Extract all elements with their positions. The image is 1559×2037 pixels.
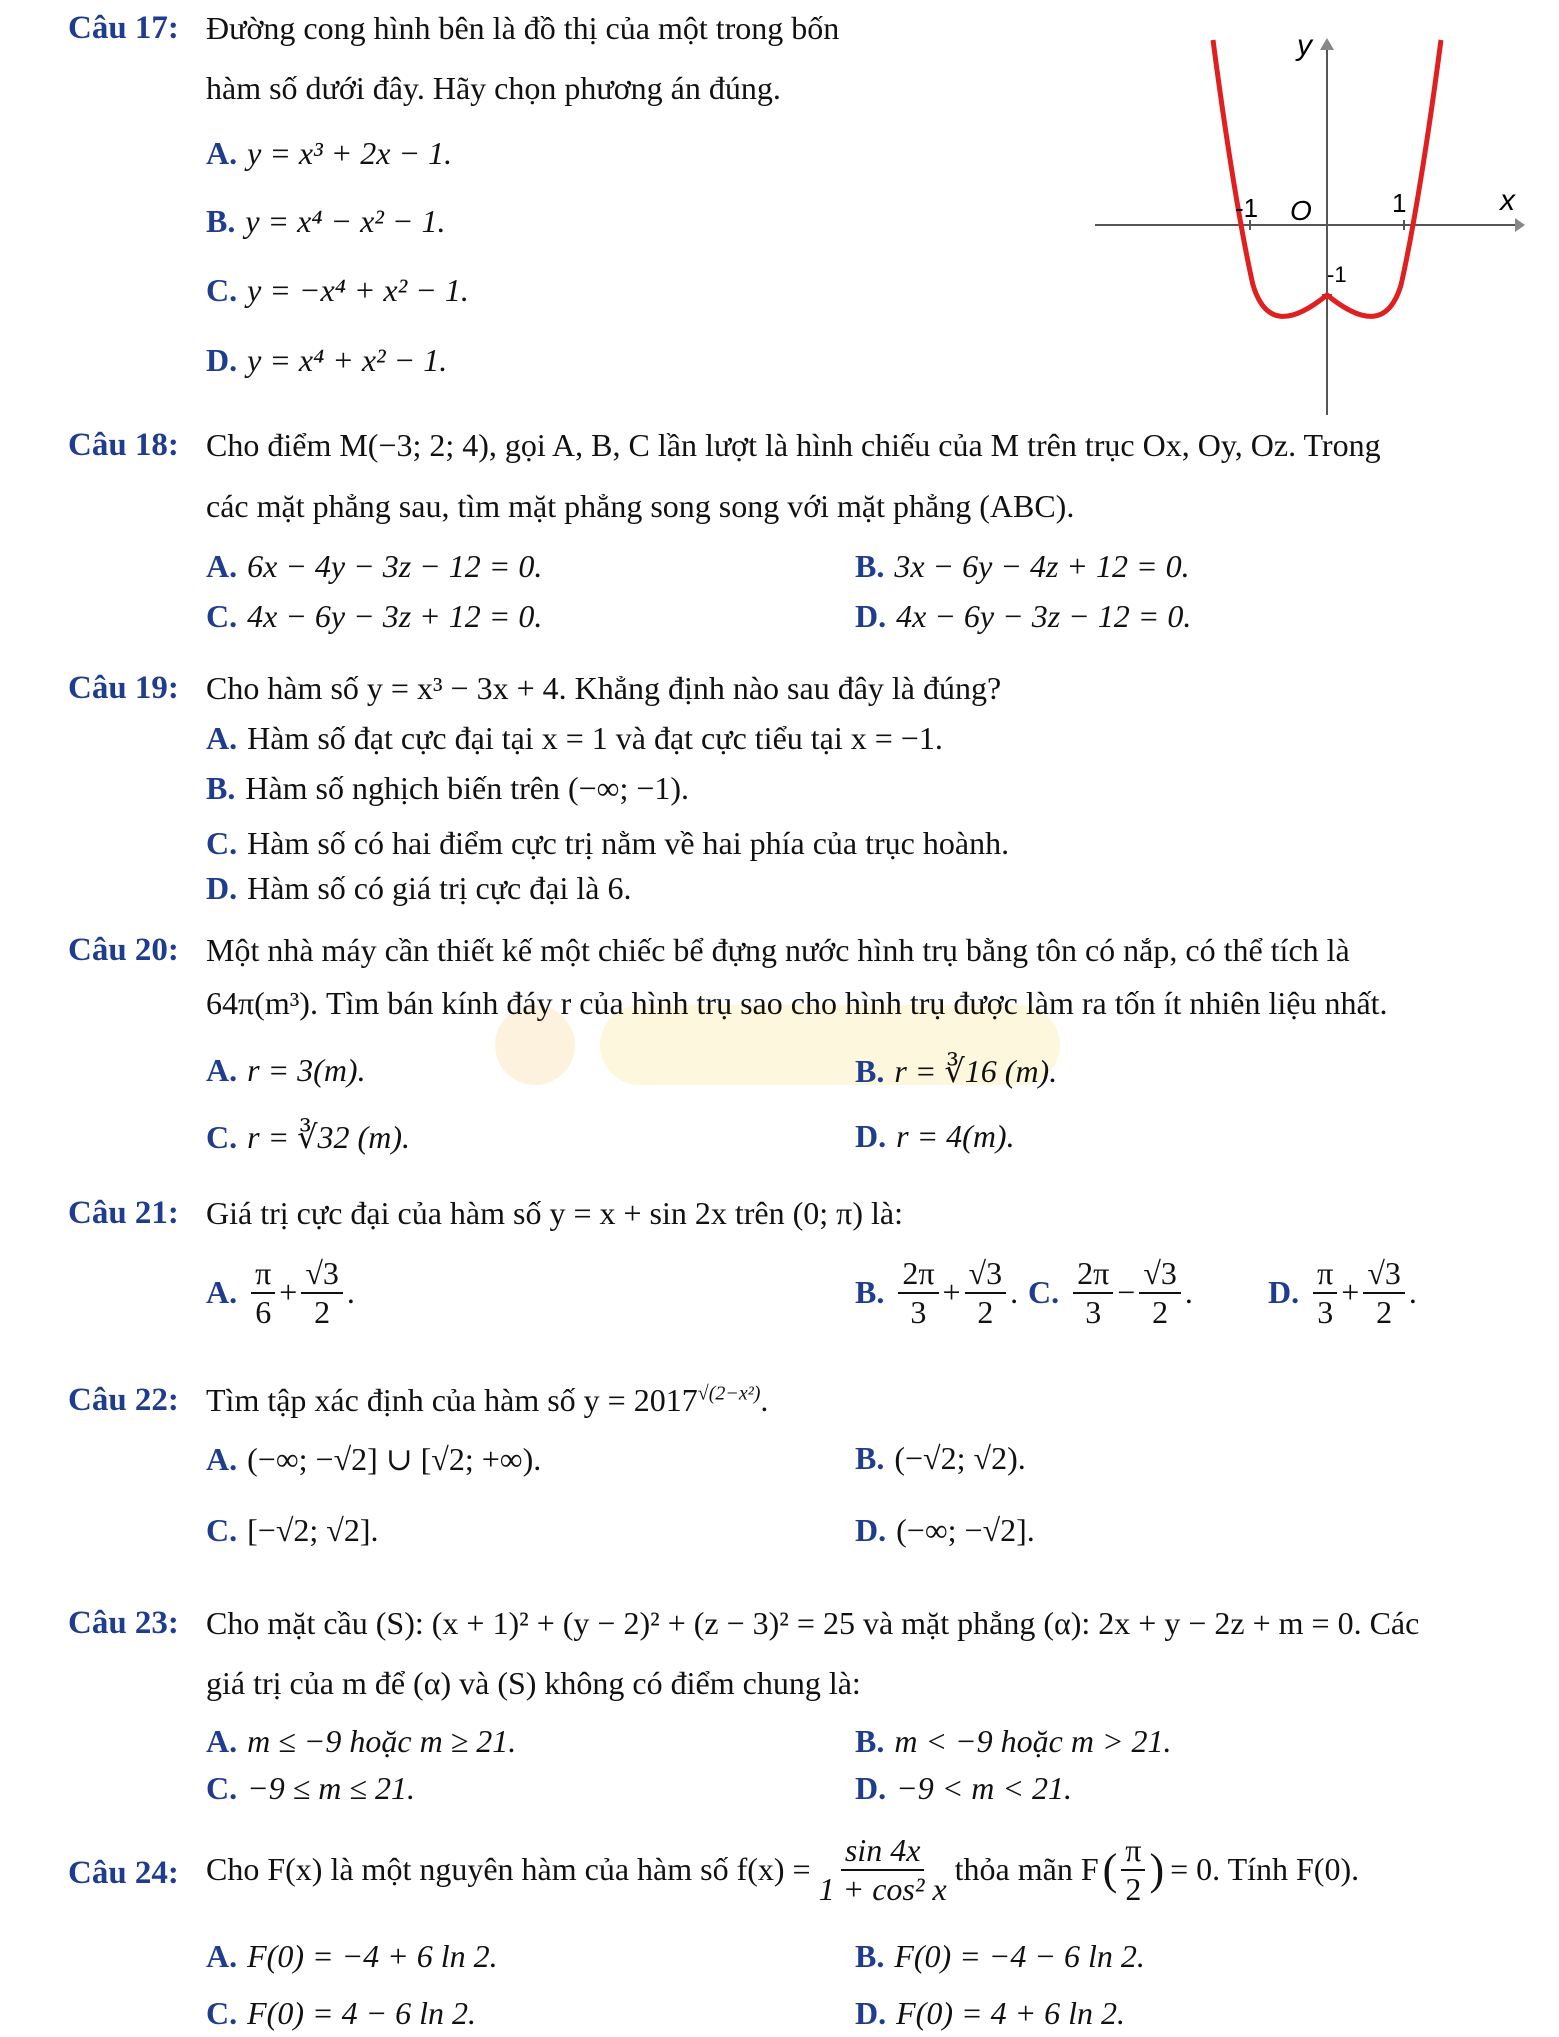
tick-label-neg1: -1 (1235, 193, 1259, 223)
option-c: C. Hàm số có hai điểm cực trị nằm về hai phía của trục hoành. (206, 825, 1010, 861)
option-d: D. (−∞; −√2]. (855, 1512, 1035, 1548)
question-number: Câu 20: (68, 932, 179, 968)
y-axis-arrow (1320, 38, 1334, 50)
question-number: Câu 22: (68, 1382, 179, 1418)
question-number: Câu 18: (68, 427, 179, 463)
question-text: Tìm tập xác định của hàm số $y = 2017^{√(2-x^2)}$. (206, 1382, 769, 1418)
question-number: Câu 23: (68, 1605, 179, 1641)
axis-label-y: y (1297, 29, 1312, 62)
option-b: B. m < −9 hoặc m > 21. (855, 1723, 1172, 1759)
question-text: Giá trị cực đại của hàm số y = x + sin 2x trên (0; π) là: (206, 1195, 903, 1231)
option-d: D. Hàm số có giá trị cực đại là 6. (206, 870, 632, 906)
question-text: các mặt phẳng sau, tìm mặt phẳng song song với mặt phẳng (ABC). (206, 488, 1075, 524)
option-c: C. y = −x⁴ + x² − 1. (206, 272, 469, 308)
question-text: Cho hàm số y = x³ − 3x + 4. Khẳng định nào sau đây là đúng? (206, 670, 1002, 706)
option-b: B. 3x − 6y − 4z + 12 = 0. (855, 548, 1190, 584)
option-d: D. $\frac{\pi}{3}$ + $\frac{√3}{2}$ . (1268, 1255, 1417, 1330)
axis-label-x: x (1500, 184, 1515, 217)
question-text: Cho mặt cầu (S): (x + 1)² + (y − 2)² + (z − 3)² = 25 và mặt phẳng (α): 2x + y − 2z + m = 0. Các (206, 1605, 1420, 1641)
question-text: Cho điểm M(−3; 2; 4), gọi A, B, C lần lượt là hình chiếu của M trên trục Ox, Oy, Oz. Trong (206, 427, 1381, 463)
option-a: A. $\frac{\pi}{6}$ + $\frac{√3}{2}$ . (206, 1255, 355, 1330)
option-c: C. r = ∛32 (m). (206, 1119, 410, 1155)
question-text: 64π(m³). Tìm bán kính đáy r của hình trụ sao cho hình trụ được làm ra tốn ít nhiên liệu nhất. (206, 985, 1388, 1021)
option-a: A. F(0) = −4 + 6 ln 2. (206, 1938, 498, 1974)
option-c: C. −9 ≤ m ≤ 21. (206, 1770, 415, 1806)
question-number: Câu 19: (68, 670, 179, 706)
option-b: B. F(0) = −4 − 6 ln 2. (855, 1938, 1145, 1974)
option-c: C. $\frac{2\pi}{3}$ − $\frac{√3}{2}$ . (1028, 1255, 1193, 1330)
option-d: D. −9 < m < 21. (855, 1770, 1072, 1806)
tick-label-y: -1 (1327, 262, 1347, 287)
option-b: B. y = x⁴ − x² − 1. (206, 203, 446, 239)
option-c: C. 4x − 6y − 3z + 12 = 0. (206, 598, 543, 634)
option-a: A. r = 3(m). (206, 1052, 366, 1088)
option-c: C. F(0) = 4 − 6 ln 2. (206, 1995, 477, 2031)
option-d: D. y = x⁴ + x² − 1. (206, 342, 448, 378)
option-a: A. (−∞; −√2] ∪ [√2; +∞). (206, 1441, 542, 1477)
option-c: C. [−√2; √2]. (206, 1512, 379, 1548)
question-text: giá trị của m để (α) và (S) không có điểm chung là: (206, 1665, 861, 1701)
origin-label: O (1290, 195, 1312, 226)
tick-label-pos1: 1 (1392, 188, 1407, 218)
question-text: Cho F(x) là một nguyên hàm của hàm số f(x) = $\frac{\sin 4x}{\text{1 + cos² x}}$ thỏa mãn F ( $\frac{\pi}{2}$ ) = 0. Tính F(0). (206, 1832, 1360, 1907)
question-text: Một nhà máy cần thiết kế một chiếc bể đựng nước hình trụ bằng tôn có nắp, có thể tích là (206, 932, 1350, 968)
option-a: A. y = x³ + 2x − 1. (206, 135, 453, 171)
question-number: Câu 17: (68, 10, 179, 46)
option-d: D. r = 4(m). (855, 1118, 1015, 1154)
question-number: Câu 21: (68, 1195, 179, 1231)
option-d: D. 4x − 6y − 3z − 12 = 0. (855, 598, 1192, 634)
option-a: A. 6x − 4y − 3z − 12 = 0. (206, 548, 543, 584)
function-graph (1095, 20, 1525, 420)
option-b: B. (−√2; √2). (855, 1440, 1026, 1476)
option-b: B. $\frac{2\pi}{3}$ + $\frac{√3}{2}$ . (855, 1255, 1019, 1330)
question-text: hàm số dưới đây. Hãy chọn phương án đúng. (206, 70, 781, 106)
question-number: Câu 24: (68, 1855, 179, 1891)
option-a: A. Hàm số đạt cực đại tại x = 1 và đạt cực tiểu tại x = −1. (206, 720, 943, 756)
x-axis-arrow (1515, 218, 1525, 232)
option-b: B. r = ∛16 (m). (855, 1053, 1058, 1089)
option-b: B. Hàm số nghịch biến trên (−∞; −1). (206, 770, 690, 806)
option-d: D. F(0) = 4 + 6 ln 2. (855, 1995, 1126, 2031)
option-a: A. m ≤ −9 hoặc m ≥ 21. (206, 1723, 517, 1759)
question-text: Đường cong hình bên là đồ thị của một trong bốn (206, 10, 840, 46)
